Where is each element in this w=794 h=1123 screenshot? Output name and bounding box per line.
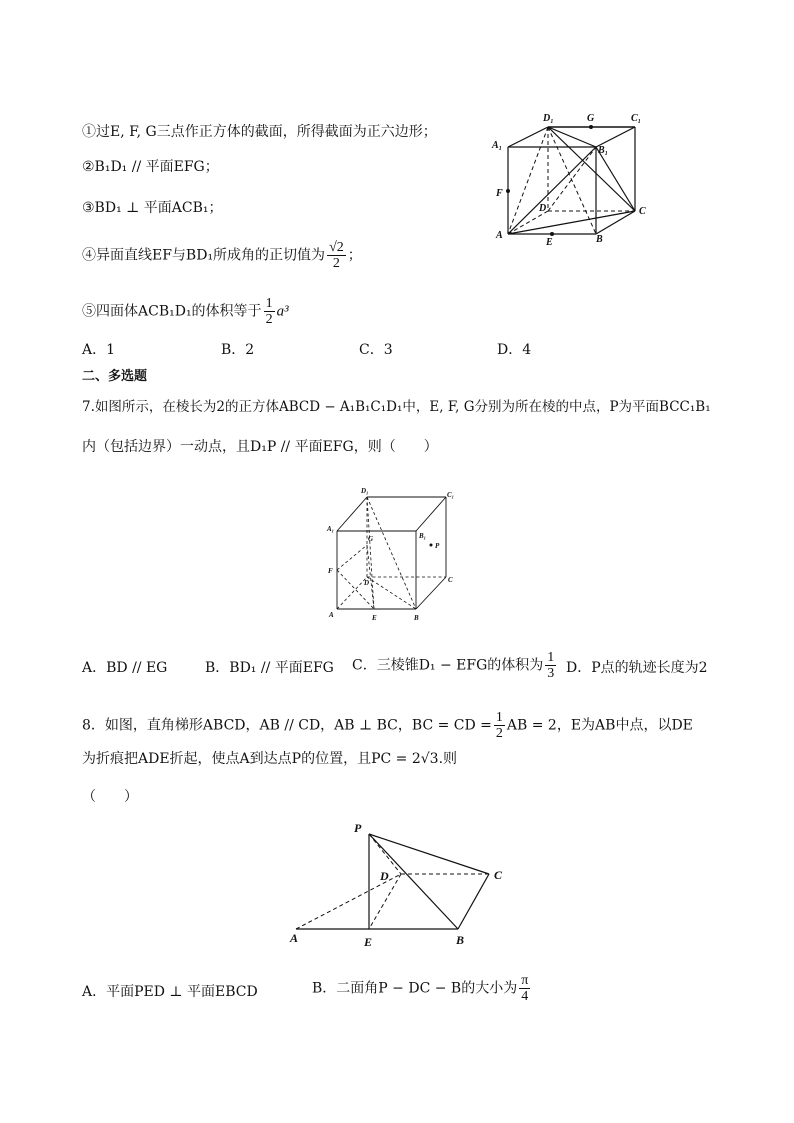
- q8-stem-line-1: [82, 710, 693, 741]
- q6-statement-5-text: ⑤四面体ACB₁D₁的体积等于: [82, 303, 262, 320]
- label-c: C: [494, 868, 503, 882]
- label-c: C: [448, 576, 453, 584]
- fraction-denominator: 2: [265, 312, 273, 327]
- q8-fold-figure: [286, 815, 511, 950]
- label-e: E: [364, 935, 373, 949]
- fraction-denominator: 4: [521, 989, 529, 1004]
- q6-statement-5-end: a³: [276, 303, 289, 320]
- q6-option-d[interactable]: D．4: [497, 342, 532, 358]
- segment-d1-b-hidden: [548, 127, 596, 234]
- q8-answer-paren: （ ）: [82, 789, 138, 805]
- q6-statement-4-fraction: [327, 240, 346, 271]
- label-p: P: [354, 821, 362, 835]
- label-d: D: [364, 579, 370, 587]
- q6-statement-2: ②B₁D₁ // 平面EFG；: [82, 159, 219, 175]
- label-d1: D₁: [361, 487, 369, 495]
- segment-b-c: [458, 874, 489, 929]
- segment-d1-b-hidden: [367, 497, 416, 609]
- edge-a1-d1: [508, 127, 548, 147]
- q8-stem-line-1-end: AB = 2，E为AB中点，以DE: [506, 717, 693, 734]
- label-a: A: [496, 230, 503, 241]
- point-f: [506, 189, 510, 193]
- fraction-numerator: √2: [329, 240, 344, 255]
- edge-a1-d1: [337, 497, 367, 531]
- label-a: A: [329, 611, 334, 619]
- label-p: P: [435, 542, 440, 550]
- q6-statement-1: ①过E, F, G三点作正方体的截面，所得截面为正六边形；: [82, 124, 437, 140]
- q7-option-d[interactable]: D．P点的轨迹长度为2: [566, 660, 708, 676]
- label-d1: D₁: [543, 113, 554, 124]
- q7-option-a[interactable]: A．BD // EG: [82, 660, 168, 676]
- label-e: E: [546, 237, 553, 248]
- label-b: B: [414, 614, 419, 622]
- label-b1: B₁: [598, 145, 609, 156]
- segment-f-g-hidden: [337, 545, 367, 570]
- q6-cube-figure: [488, 108, 658, 248]
- q7-option-b[interactable]: B．BD₁ // 平面EFG: [205, 660, 334, 676]
- q6-option-b[interactable]: B．2: [221, 342, 255, 358]
- label-c1: C₁: [447, 491, 455, 499]
- label-d: D: [380, 869, 389, 883]
- label-g: G: [368, 535, 374, 543]
- fraction-denominator: 2: [332, 256, 340, 271]
- q7-cube-figure: [322, 486, 462, 622]
- q8-option-b-fraction: [519, 973, 530, 1004]
- point-g: [589, 125, 593, 129]
- q6-option-c[interactable]: C．3: [359, 342, 393, 358]
- fraction-numerator: 1: [265, 296, 273, 311]
- q6-statement-4-end: ；: [347, 247, 362, 264]
- q8-option-a[interactable]: A．平面PED ⊥ 平面EBCD: [82, 984, 258, 1000]
- segment-d-b1-hidden: [548, 147, 596, 211]
- q6-statement-5-fraction: [264, 296, 275, 327]
- section-heading-multiple-choice: 二、多选题: [82, 369, 148, 384]
- q7-option-c-fraction: [545, 650, 556, 681]
- point-e: [550, 232, 554, 236]
- fraction-numerator: 1: [547, 650, 555, 665]
- q7-stem-line-2: 内（包括边界）一动点，且D₁P // 平面EFG，则（ ）: [82, 439, 438, 455]
- q7-option-c[interactable]: [352, 650, 558, 681]
- q6-option-a[interactable]: A．1: [82, 342, 116, 358]
- segment-p-d-hidden: [369, 834, 401, 874]
- q7-stem-line-1: 7.如图所示，在棱长为2的正方体ABCD − A₁B₁C₁D₁中，E, F, G分别为所在棱的中点，P为平面BCC₁B₁: [82, 399, 711, 415]
- segment-d1-b1: [548, 127, 596, 147]
- edge-b1-c1: [416, 497, 446, 531]
- label-e: E: [372, 614, 377, 622]
- q8-stem-line-1-text: 8．如图，直角梯形ABCD，AB // CD，AB ⊥ BC，BC = CD =: [82, 717, 492, 734]
- label-a: A: [290, 931, 299, 945]
- segment-d1-c: [548, 127, 635, 211]
- fraction-numerator: π: [521, 973, 529, 988]
- q8-option-b-text: B．二面角P − DC − B的大小为: [312, 980, 518, 997]
- q6-statement-5: [82, 296, 289, 327]
- fraction-denominator: 2: [495, 726, 503, 741]
- label-f: F: [328, 567, 333, 575]
- label-c: C: [639, 206, 646, 217]
- point-p: [430, 544, 433, 547]
- label-b: B: [456, 933, 465, 947]
- label-c1: C₁: [631, 113, 642, 124]
- segment-d1-a-hidden: [508, 127, 548, 234]
- q6-statement-4-text: ④异面直线EF与BD₁所成角的正切值为: [82, 247, 326, 264]
- label-b: B: [596, 234, 603, 245]
- q6-statement-4: [82, 240, 362, 271]
- q8-stem-fraction: [494, 710, 505, 741]
- fraction-denominator: 3: [547, 666, 555, 681]
- label-d: D: [539, 203, 547, 214]
- fraction-numerator: 1: [495, 710, 503, 725]
- label-g: G: [587, 113, 595, 124]
- q6-statement-3: ③BD₁ ⊥ 平面ACB₁；: [82, 200, 223, 216]
- edge-b1-c1: [596, 127, 635, 147]
- edge-a-d-hidden: [337, 577, 370, 609]
- q8-option-b[interactable]: [312, 973, 532, 1004]
- label-b1: B₁: [419, 532, 427, 540]
- q8-stem-line-2: 为折痕把ADE折起，使点A到达点P的位置，且PC = 2√3.则: [82, 751, 458, 767]
- label-a1: A₁: [327, 525, 335, 533]
- q7-option-c-text: C．三棱锥D₁ − EFG的体积为: [352, 657, 544, 674]
- label-f: F: [496, 188, 503, 199]
- label-a1: A₁: [492, 140, 503, 151]
- edge-b-c: [416, 577, 446, 609]
